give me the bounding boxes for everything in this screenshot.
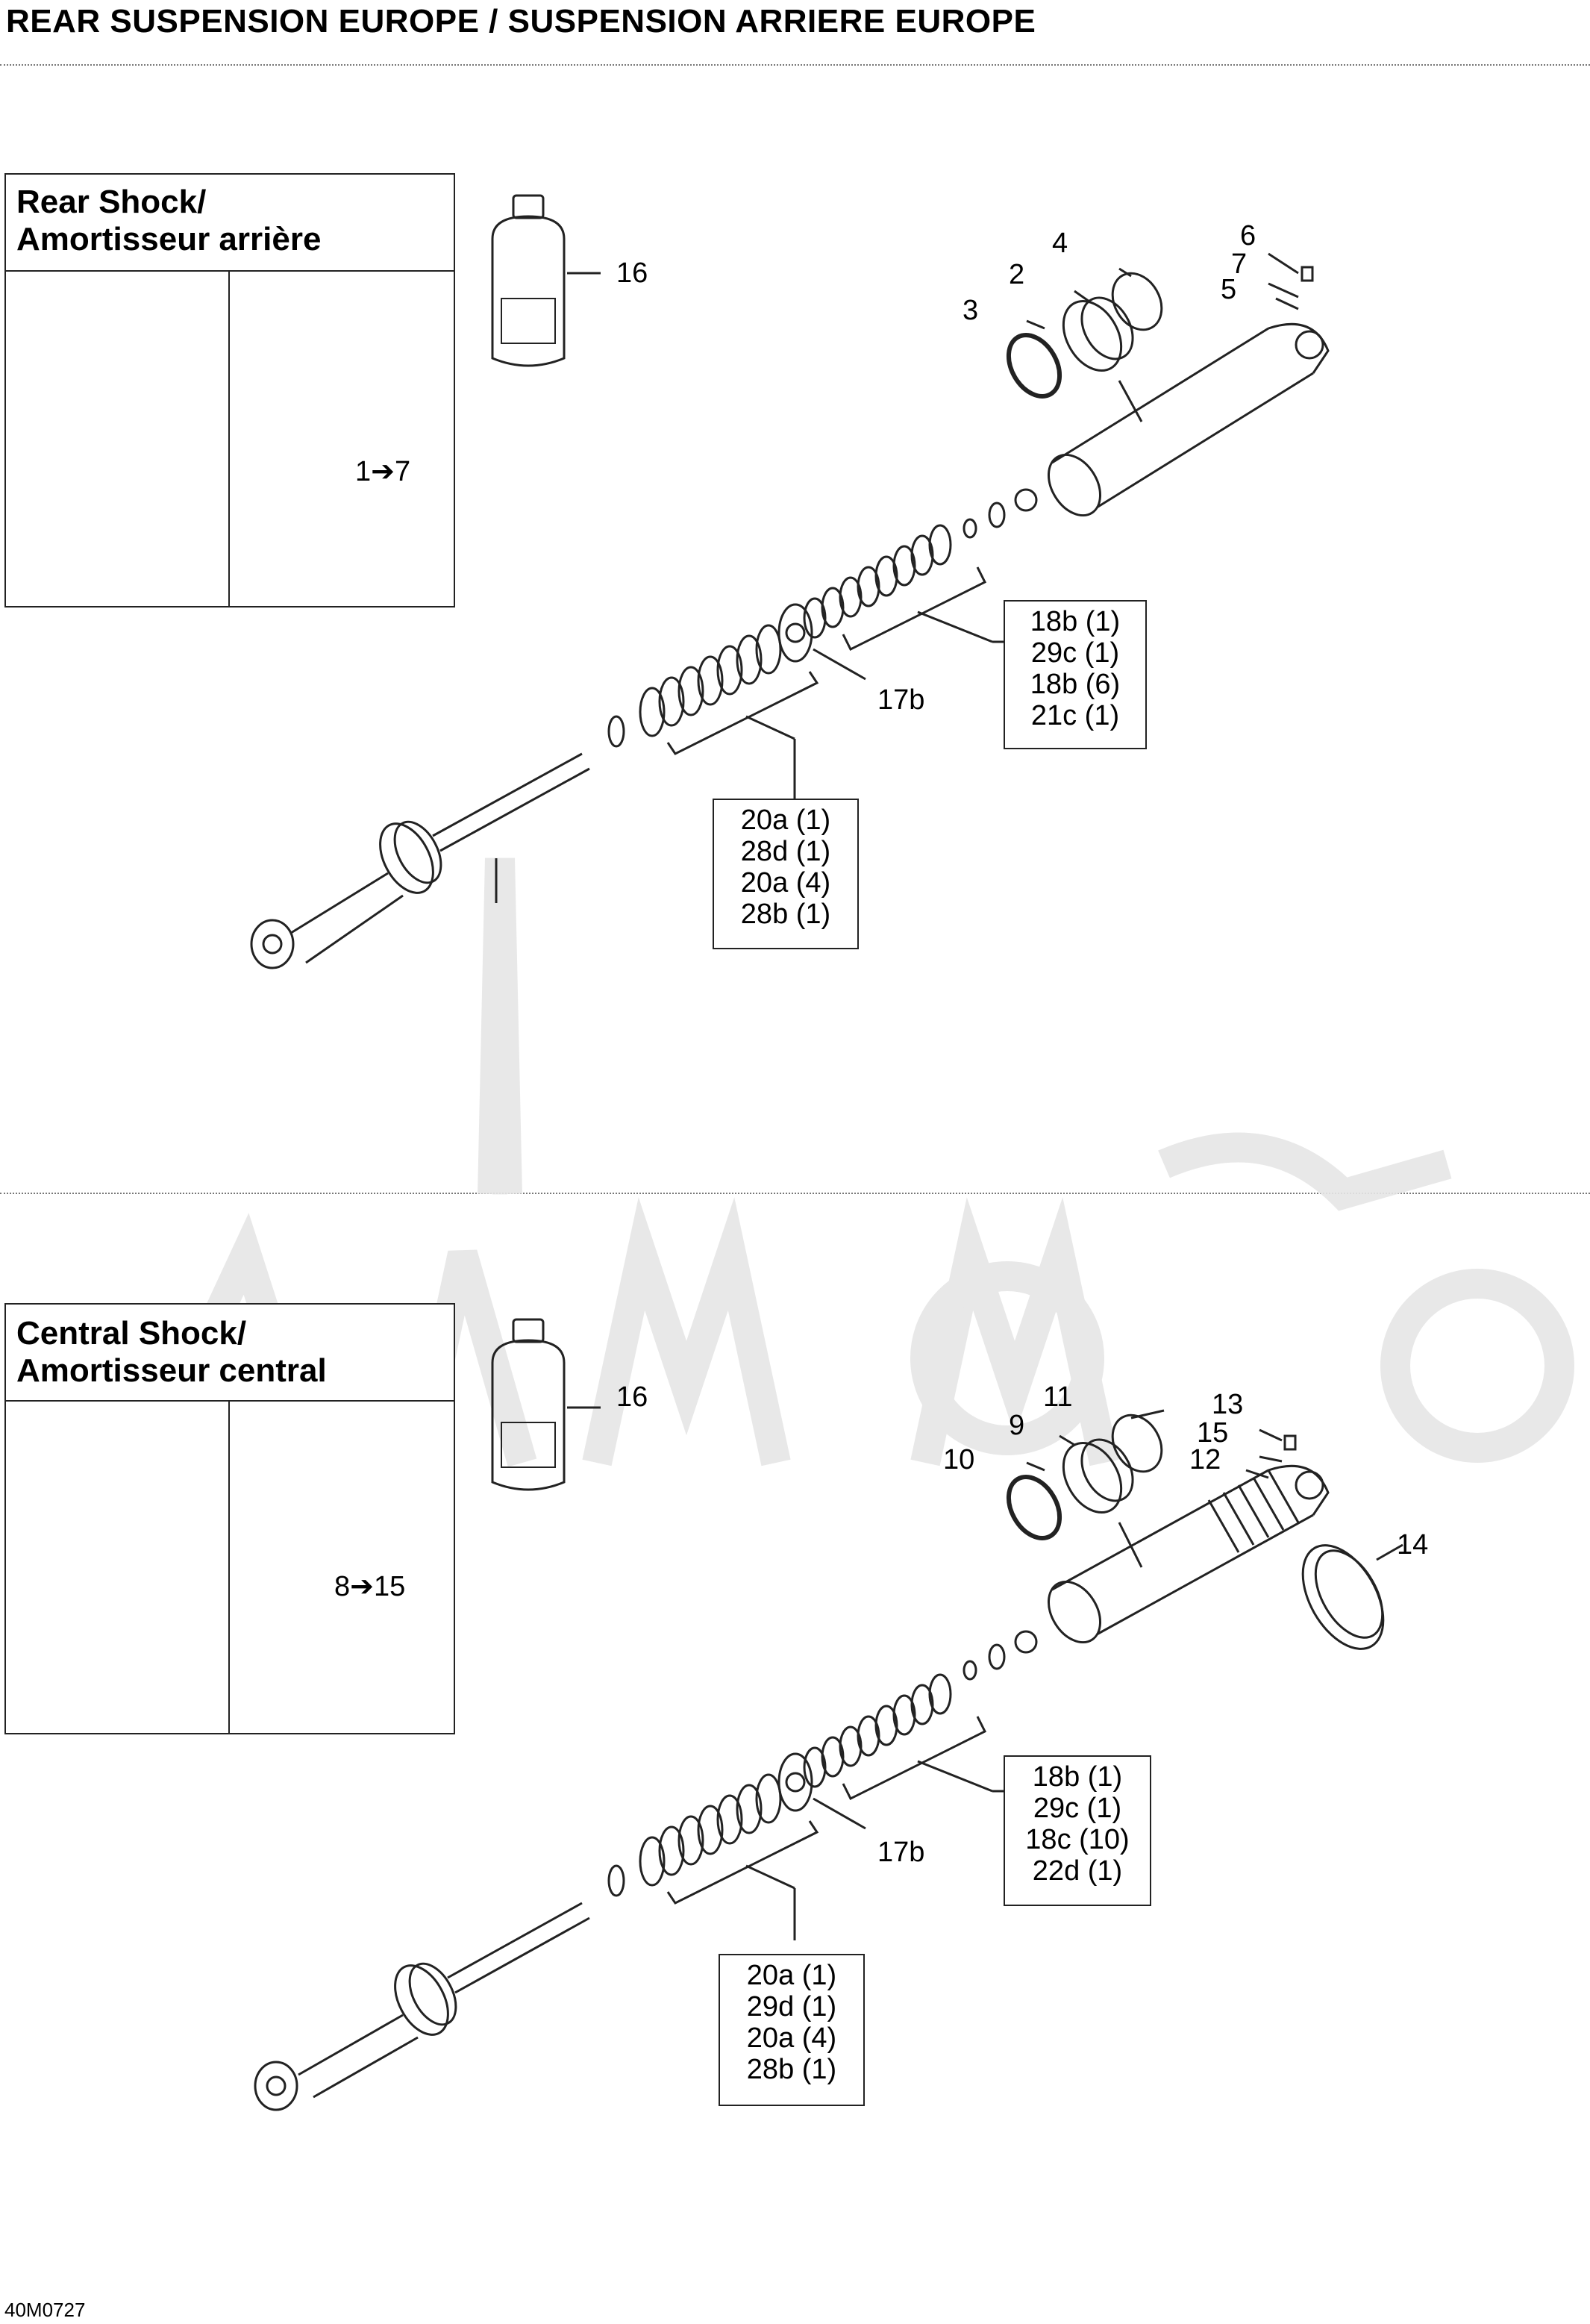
- central-callout-12: 12: [1189, 1444, 1221, 1475]
- rear-callout-6: 6: [1240, 220, 1256, 252]
- rear-shock-body: [1038, 324, 1328, 525]
- rear-panel-title-en: Rear Shock/: [16, 184, 207, 220]
- rear-callout-17b: 17b: [877, 684, 925, 716]
- rear-lower-ref-3: 20a (4): [740, 867, 831, 899]
- rear-shaft: [251, 754, 589, 968]
- rear-lower-ref-box: [713, 799, 859, 949]
- rear-lower-ref-1: 20a (1): [740, 805, 831, 836]
- central-upper-ref-2: 29c (1): [1033, 1793, 1122, 1824]
- rear-callout-5: 5: [1221, 274, 1237, 305]
- central-callout-10: 10: [943, 1444, 975, 1475]
- central-lower-ref-1: 20a (1): [746, 1960, 837, 1991]
- central-lower-ref-4: 28b (1): [746, 2054, 837, 2085]
- central-callout-13: 13: [1212, 1389, 1244, 1420]
- rear-nut-washer: [964, 490, 1036, 537]
- page-title: REAR SUSPENSION EUROPE / SUSPENSION ARRIERE EUROPE: [6, 3, 1036, 40]
- central-lower-ref-box: [719, 1954, 865, 2106]
- central-callout-16: 16: [616, 1381, 648, 1413]
- rear-callout-3: 3: [963, 295, 979, 326]
- central-callout-14: 14: [1397, 1529, 1429, 1561]
- rear-lower-ref-4: 28b (1): [740, 899, 831, 930]
- rear-callout-16: 16: [616, 257, 648, 289]
- central-callout-11: 11: [1043, 1381, 1073, 1413]
- rear-upper-valve-stack: [804, 525, 1004, 649]
- central-lower-ref-3: 20a (4): [746, 2022, 837, 2054]
- central-shaft: [255, 1903, 589, 2110]
- rear-upper-ref-2: 29c (1): [1030, 637, 1120, 669]
- central-panel-title-en: Central Shock/: [16, 1315, 247, 1352]
- central-lower-valve-stack: [609, 1775, 817, 1940]
- central-upper-ref-box: [1004, 1755, 1151, 1906]
- drawing-code: 40M0727: [4, 2299, 86, 2321]
- rear-callout-7: 7: [1231, 249, 1248, 280]
- central-upper-ref-1: 18b (1): [1032, 1761, 1123, 1793]
- rear-shock-reference-panel: [4, 173, 455, 607]
- central-assembly-range: 8➔15: [334, 1571, 406, 1602]
- rear-upper-ref-box: [1004, 600, 1147, 749]
- central-upper-valve-stack: [804, 1675, 1004, 1799]
- central-shock-reference-panel: [4, 1303, 455, 1734]
- rear-upper-ref-3: 18b (6): [1030, 669, 1121, 700]
- rear-upper-ref-1: 18b (1): [1030, 606, 1121, 637]
- central-callout-17b: 17b: [877, 1837, 925, 1868]
- rear-upper-ref-4: 21c (1): [1030, 700, 1120, 731]
- central-callout-15: 15: [1197, 1417, 1229, 1449]
- central-nut-washer: [964, 1631, 1036, 1679]
- rear-oil-bottle: [492, 196, 601, 366]
- rear-lower-ref-2: 28d (1): [740, 836, 831, 867]
- rear-callout-4: 4: [1052, 228, 1068, 259]
- central-shock-body: [1038, 1466, 1328, 1652]
- central-lower-ref-2: 29d (1): [746, 1991, 837, 2022]
- central-panel-title-fr: Amortisseur central: [16, 1352, 327, 1389]
- rear-panel-title-fr: Amortisseur arrière: [16, 221, 322, 257]
- central-upper-ref-4: 22d (1): [1032, 1855, 1123, 1887]
- rear-lower-valve-stack: [609, 625, 817, 799]
- rear-callout-2: 2: [1009, 259, 1025, 290]
- rear-assembly-range: 1➔7: [355, 456, 411, 487]
- central-callout-9: 9: [1009, 1410, 1025, 1441]
- central-upper-ref-3: 18c (10): [1025, 1824, 1130, 1855]
- central-lock-ring: [1286, 1531, 1403, 1663]
